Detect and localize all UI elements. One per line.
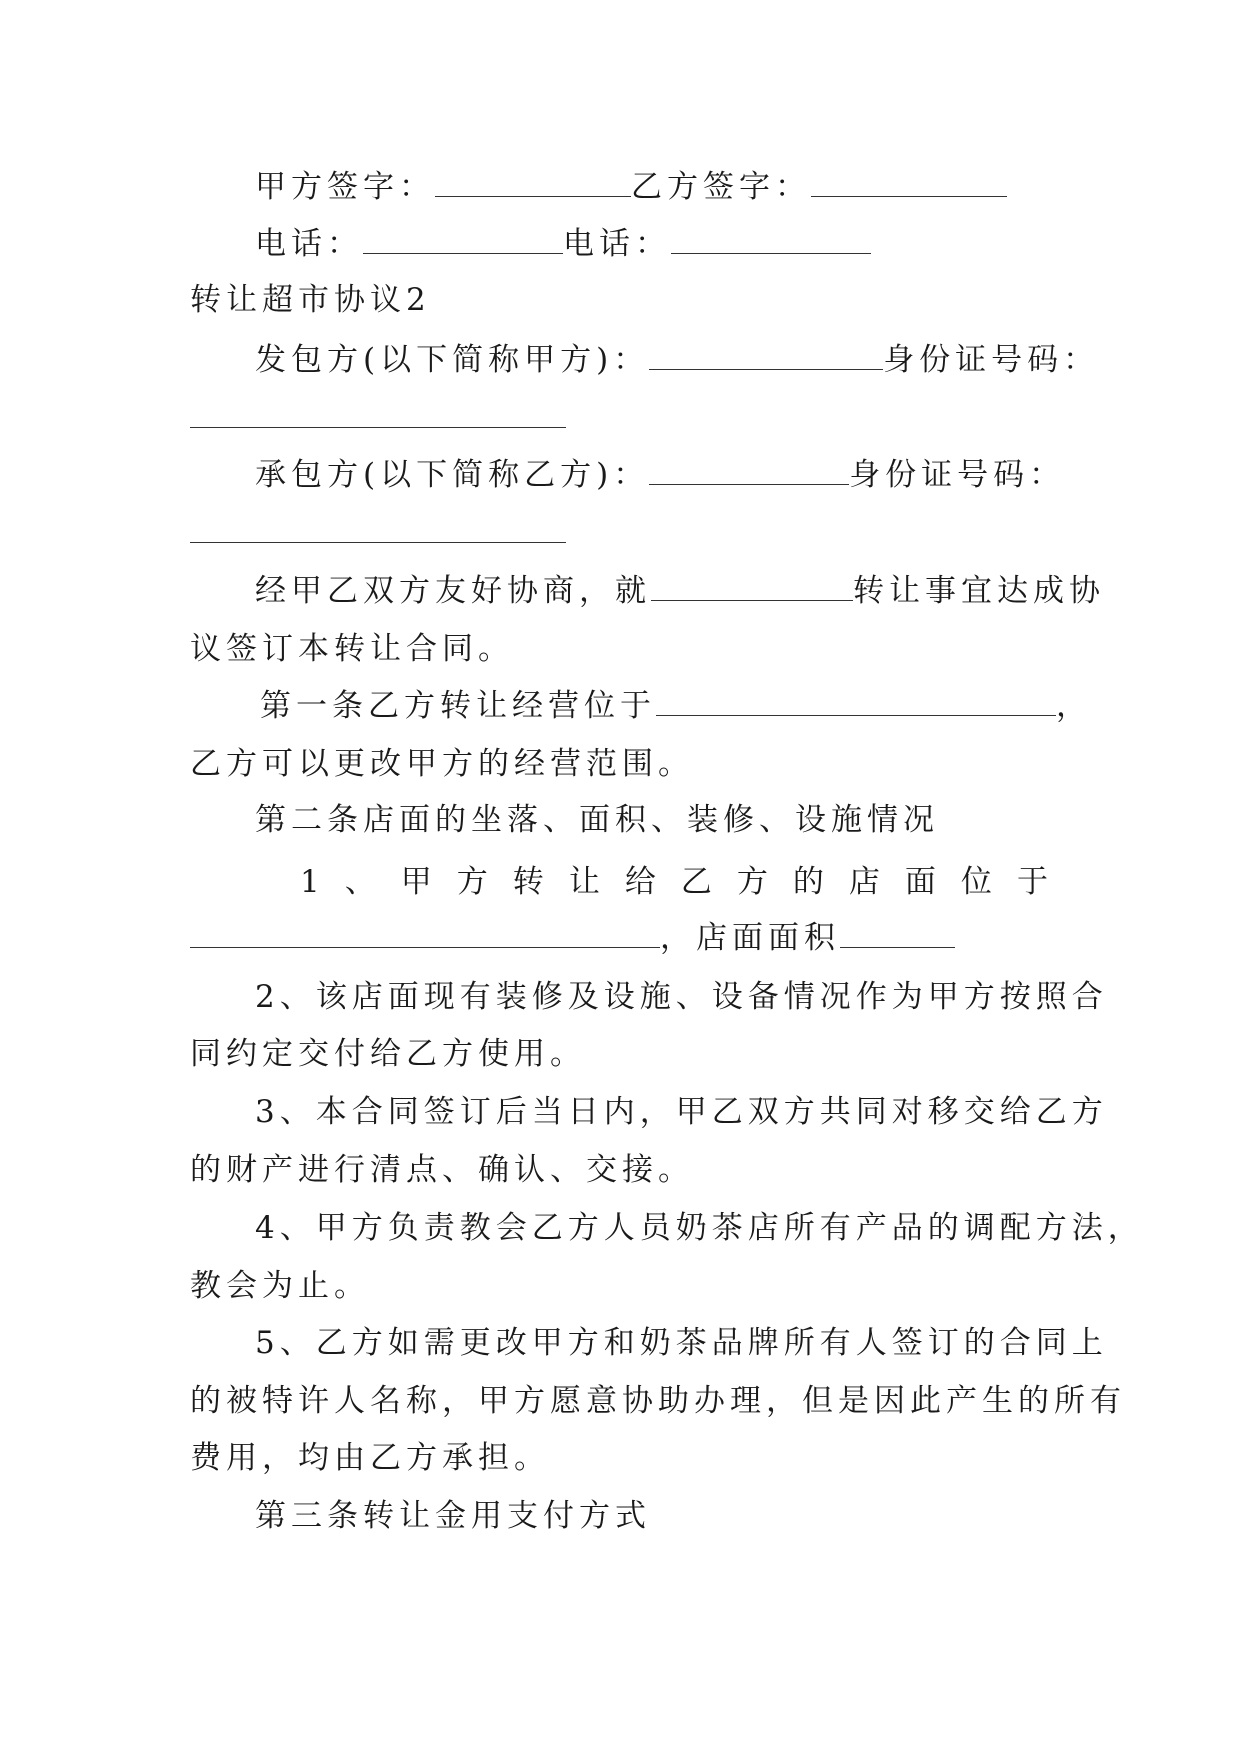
article2-item3-line-1: 3、本合同签订后当日内，甲乙双方共同对移交给乙方	[255, 1094, 1108, 1130]
issuer-id-line	[190, 398, 566, 438]
item1-char: 店	[848, 864, 880, 900]
article1-line-1	[260, 686, 1092, 726]
item1-char: 位	[960, 864, 992, 900]
article2-item3-line-2: 的财产进行清点、确认、交接。	[190, 1152, 694, 1188]
article2-item5-line-1: 5、乙方如需更改甲方和奶茶品牌所有人签订的合同上	[255, 1325, 1108, 1361]
article2-item1-line-1	[300, 862, 1048, 902]
article2-item4-line-1: 4、甲方负责教会乙方人员奶茶店所有产品的调配方法，	[255, 1210, 1144, 1246]
party-a-phone-blank	[363, 227, 563, 254]
contractor-name-blank	[649, 458, 849, 485]
issuer-line	[255, 340, 1099, 380]
article2-item5-line-2: 的被特许人名称，甲方愿意协助办理，但是因此产生的所有	[190, 1383, 1126, 1419]
party-b-signature-blank	[811, 170, 1007, 197]
item1-char: 给	[624, 864, 656, 900]
item1-char: 面	[904, 864, 936, 900]
article1-blank	[656, 689, 1056, 716]
signature-line	[255, 167, 1007, 207]
contractor-id-line	[190, 513, 566, 553]
party-b-phone-label: 电话：	[563, 226, 671, 262]
item1-char: 转	[512, 864, 544, 900]
issuer-name-blank	[649, 343, 883, 370]
item1-char: 乙	[680, 864, 712, 900]
article2-item2-line-1: 2、该店面现有装修及设施、设备情况作为甲方按照合	[255, 979, 1108, 1015]
contractor-label: 承包方(以下简称乙方)：	[255, 457, 650, 493]
article1-part-2: ，	[1056, 688, 1092, 724]
intro-part-2: 转让事宜达成协	[853, 573, 1105, 609]
intro-line-2: 议签订本转让合同。	[190, 631, 514, 667]
article1-line-2: 乙方可以更改甲方的经营范围。	[190, 746, 694, 782]
phone-line	[255, 224, 871, 264]
intro-blank	[651, 574, 853, 601]
item1-char: 、	[344, 864, 376, 900]
item1-char: 方	[456, 864, 488, 900]
article3-heading: 第三条转让金用支付方式	[255, 1498, 651, 1534]
contractor-id-blank	[190, 516, 566, 543]
item1-char: 1	[300, 864, 320, 900]
item1-char: 甲	[400, 864, 432, 900]
article2-heading: 第二条店面的坐落、面积、装修、设施情况	[255, 802, 939, 838]
article2-item1-line-2	[190, 918, 955, 958]
party-a-signature-label: 甲方签字：	[255, 169, 435, 205]
issuer-id-blank	[190, 401, 566, 428]
shop-area-blank	[840, 921, 955, 948]
article2-item4-line-2: 教会为止。	[190, 1268, 370, 1304]
issuer-label: 发包方(以下简称甲方)：	[255, 342, 650, 378]
party-a-phone-label: 电话：	[255, 226, 363, 262]
contractor-id-label: 身份证号码：	[849, 457, 1066, 493]
document-title: 转让超市协议2	[190, 282, 431, 318]
item1-char: 的	[792, 864, 824, 900]
item1-char: 让	[568, 864, 600, 900]
party-b-signature-label: 乙方签字：	[631, 169, 811, 205]
item1-char: 于	[1016, 864, 1048, 900]
shop-location-blank	[190, 921, 660, 948]
contractor-line	[255, 455, 1065, 495]
shop-area-label: ，店面面积	[660, 920, 840, 956]
intro-line-1	[255, 571, 1105, 611]
party-b-phone-blank	[671, 227, 871, 254]
issuer-id-label: 身份证号码：	[883, 342, 1100, 378]
party-a-signature-blank	[435, 170, 631, 197]
article1-part-1: 第一条乙方转让经营位于	[260, 688, 656, 724]
article2-item2-line-2: 同约定交付给乙方使用。	[190, 1036, 586, 1072]
intro-part-1: 经甲乙双方友好协商，就	[255, 573, 651, 609]
item1-char: 方	[736, 864, 768, 900]
article2-item5-line-3: 费用，均由乙方承担。	[190, 1440, 550, 1476]
